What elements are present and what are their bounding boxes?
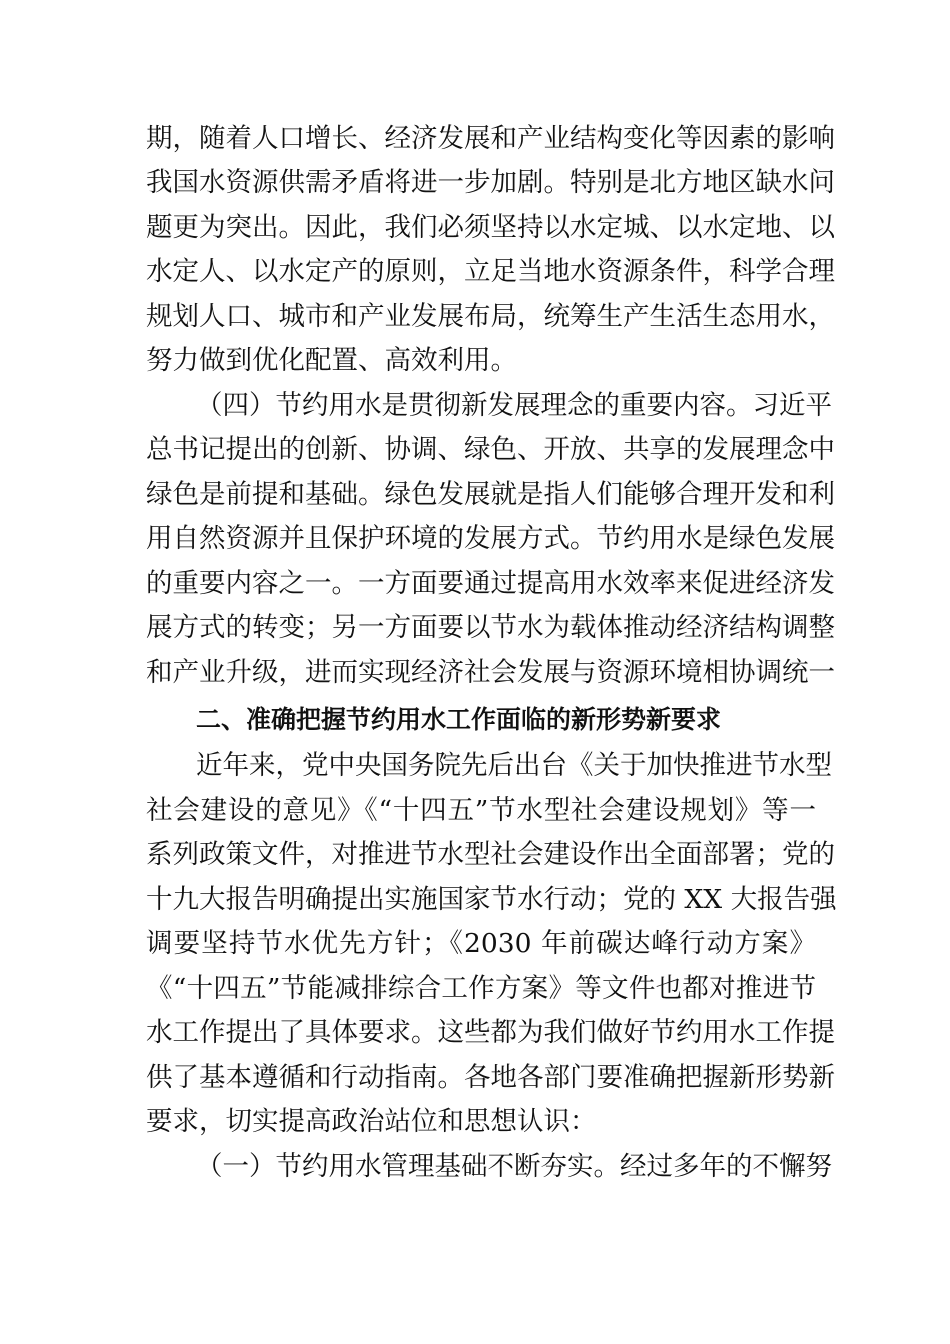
body-text-line: 系列政策文件，对推进节水型社会建设作出全面部署；党的	[146, 839, 835, 870]
paragraph-four-start: （四）节约用水是贯彻新发展理念的重要内容。习近平	[196, 390, 832, 421]
body-text-line: 《“十四五”节能减排综合工作方案》等文件也都对推进节	[146, 973, 816, 1004]
body-text-line: 总书记提出的创新、协调、绿色、开放、共享的发展理念中	[146, 434, 835, 465]
body-text-line: 期，随着人口增长、经济发展和产业结构变化等因素的影响	[146, 123, 835, 154]
body-text-line: 要求，切实提高政治站位和思想认识：	[146, 1106, 597, 1137]
body-text-line: 绿色是前提和基础。绿色发展就是指人们能够合理开发和利	[146, 479, 835, 510]
subsection-start: （一）节约用水管理基础不断夯实。经过多年的不懈努	[196, 1151, 832, 1182]
body-text-line: 水定人、以水定产的原则，立足当地水资源条件，科学合理	[146, 256, 835, 287]
body-text-line: 用自然资源并且保护环境的发展方式。节约用水是绿色发展	[146, 523, 835, 554]
body-text-line: 规划人口、城市和产业发展布局，统筹生产生活生态用水，	[146, 301, 835, 332]
body-text-line: 调要坚持节水优先方针；《2030 年前碳达峰行动方案》	[146, 928, 816, 959]
body-text-line: 的重要内容之一。一方面要通过提高用水效率来促进经济发	[146, 568, 835, 599]
body-text-line: 我国水资源供需矛盾将进一步加剧。特别是北方地区缺水问	[146, 167, 835, 198]
body-text-line: 展方式的转变；另一方面要以节水为载体推动经济结构调整	[146, 612, 835, 643]
body-text-line: 和产业升级，进而实现经济社会发展与资源环境相协调统一	[146, 657, 835, 688]
body-text-line: 社会建设的意见》《“十四五”节水型社会建设规划》等一	[146, 795, 816, 826]
body-text-line: 供了基本遵循和行动指南。各地各部门要准确把握新形势新	[146, 1062, 835, 1093]
body-text-line: 题更为突出。因此，我们必须坚持以水定城、以水定地、以	[146, 212, 835, 243]
paragraph-start: 近年来，党中央国务院先后出台《关于加快推进节水型	[196, 750, 832, 781]
body-text-line: 十九大报告明确提出实施国家节水行动；党的 XX 大报告强	[146, 884, 837, 915]
section-heading: 二、准确把握节约用水工作面临的新形势新要求	[196, 705, 722, 734]
body-text-line: 水工作提出了具体要求。这些都为我们做好节约用水工作提	[146, 1017, 835, 1048]
body-text-line: 努力做到优化配置、高效利用。	[146, 345, 517, 376]
